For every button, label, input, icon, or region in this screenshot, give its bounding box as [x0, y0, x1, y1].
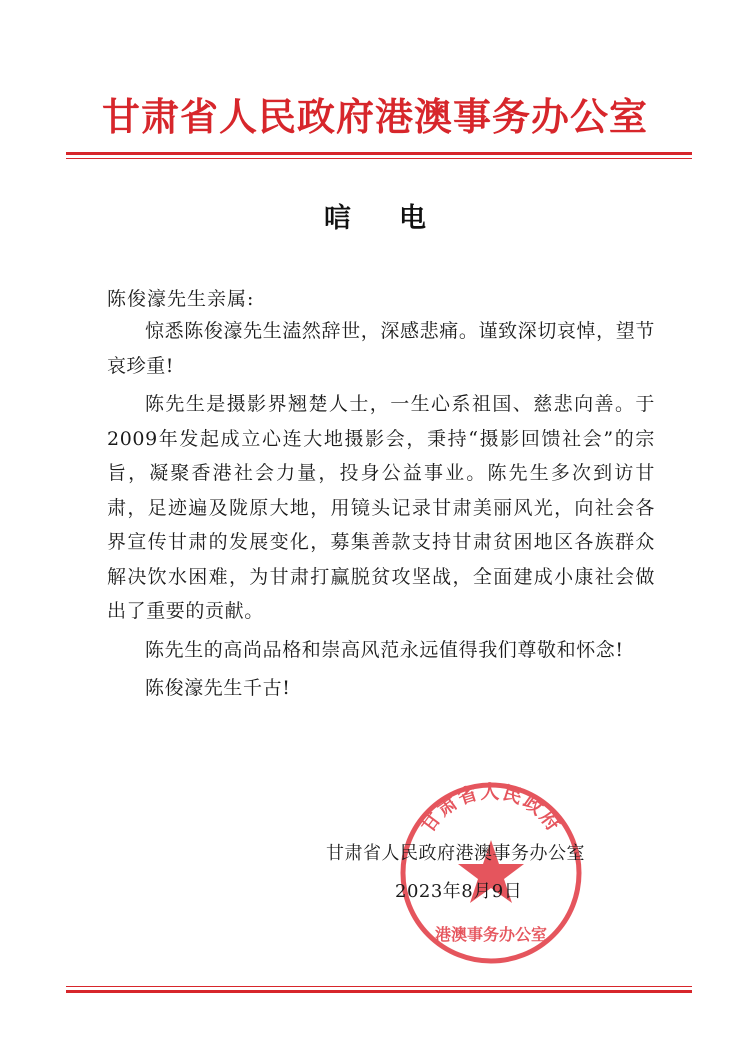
footer-rule-thin: [66, 986, 692, 987]
svg-text:甘肃省人民政府: 甘肃省人民政府: [416, 781, 566, 837]
paragraph-condolence: 惊悉陈俊濠先生溘然辞世，深感悲痛。谨致深切哀悼，望节哀珍重!: [107, 320, 655, 377]
salutation: 陈俊濠先生亲属:: [107, 288, 255, 310]
letter-body: [107, 314, 655, 706]
signature-organization: 甘肃省人民政府港澳事务办公室: [326, 843, 585, 864]
svg-text:港澳事务办公室: 港澳事务办公室: [434, 925, 548, 944]
document-title: 唁电: [324, 203, 474, 234]
footer-rule-thick: [66, 990, 692, 993]
official-seal: [396, 778, 586, 968]
letterhead-rule-thin: [66, 158, 692, 159]
paragraph-tribute: 陈先生的高尚品格和崇高风范永远值得我们尊敬和怀念!: [145, 638, 624, 661]
letterhead-title: 甘肃省人民政府港澳事务办公室: [101, 95, 648, 139]
paragraph-biography: 陈先生是摄影界翘楚人士，一生心系祖国、慈悲向善。于2009年发起成立心连大地摄影会，秉持“摄影回馈社会”的宗旨，凝聚香港社会力量，投身公益事业。陈先生多次到访甘肃，足迹遍及陇原大地，用镜头记录甘肃美丽风光，向社会各界宣传甘肃的发展变化，募集善款支持甘肃贫困地区各族群众解决饮水困难，为甘肃打赢脱贫攻坚战，全面建成小康社会做出了重要的贡献。: [107, 393, 655, 622]
paragraph-farewell: 陈俊濠先生千古!: [145, 677, 291, 699]
signature-date: 2023年8月9日: [395, 881, 523, 902]
letterhead-rule-thick: [66, 152, 692, 155]
